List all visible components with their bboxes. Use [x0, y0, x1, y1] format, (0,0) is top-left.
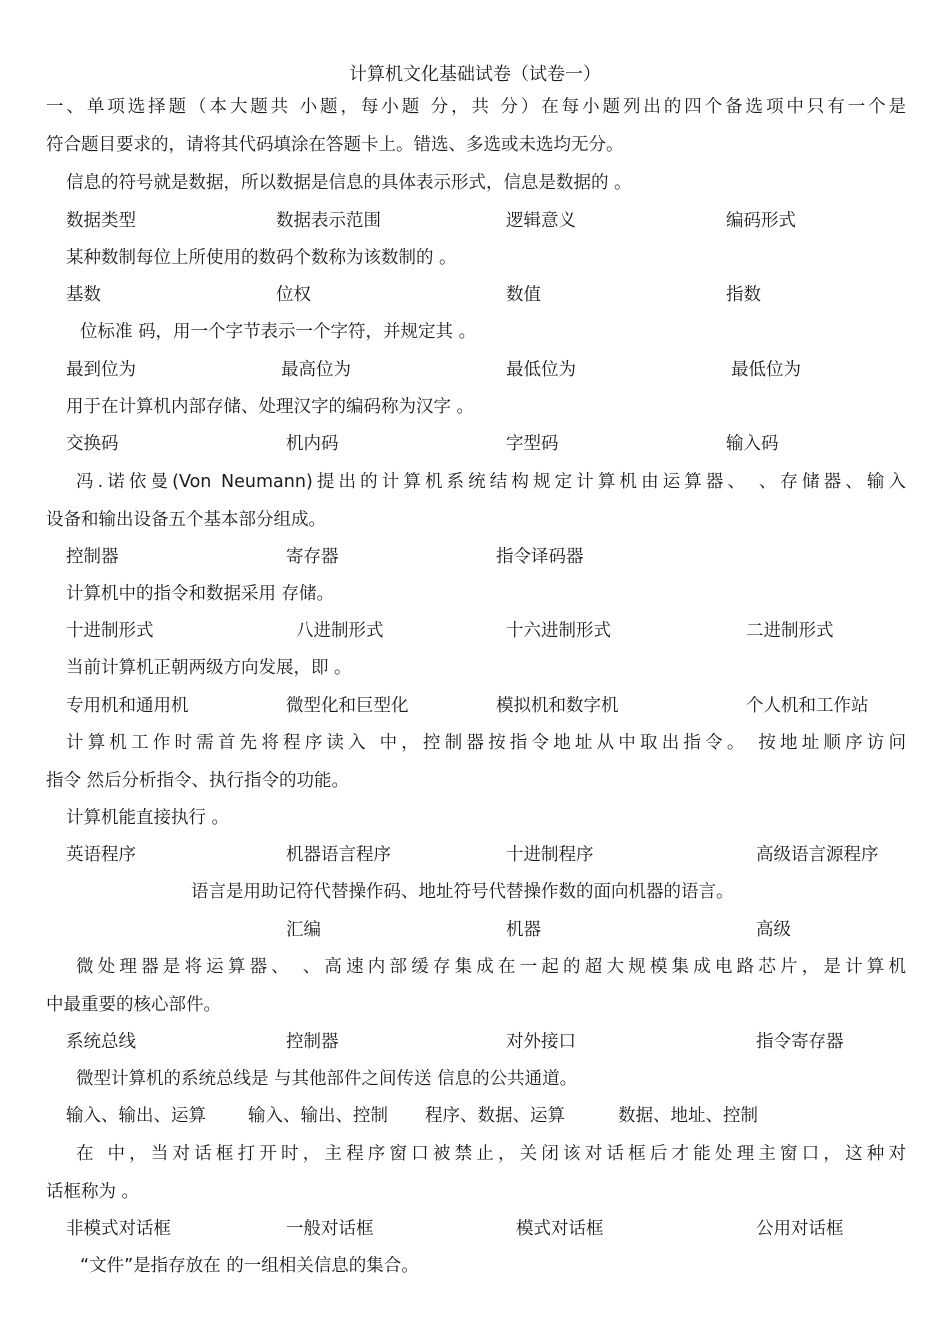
option-d: 输入码	[726, 434, 779, 454]
option-d: 高级	[756, 920, 791, 940]
question-13-stem-line1: 在 中，当对话框打开时，主程序窗口被禁止，关闭该对话框后才能处理主窗口，这种对	[76, 1144, 906, 1164]
section-instructions-line2: 符合题目要求的，请将其代码填涂在答题卡上。错选、多选或未选均无分。	[46, 135, 624, 155]
option-c: 最低位为	[506, 360, 576, 380]
option-a: 交换码	[66, 434, 119, 454]
question-11-stem-line1: 微处理器是将运算器、 、高速内部缓存集成在一起的超大规模集成电路芯片，是计算机	[76, 957, 906, 977]
question-6-stem: 计算机中的指令和数据采用 存储。	[66, 584, 335, 604]
option-d: 公用对话框	[756, 1219, 844, 1239]
question-3-stem: 位标准 码，用一个字节表示一个字符，并规定其 。	[80, 322, 477, 342]
option-c: 模式对话框	[516, 1219, 604, 1239]
question-5-stem-line2: 设备和输出设备五个基本部分组成。	[46, 510, 326, 530]
question-9-stem: 计算机能直接执行 。	[66, 808, 230, 828]
option-c: 数值	[506, 285, 541, 305]
option-a: 非模式对话框	[66, 1219, 171, 1239]
option-b: 八进制形式	[296, 621, 384, 641]
option-d: 个人机和工作站	[746, 696, 869, 716]
option-b: 一般对话框	[286, 1219, 374, 1239]
question-4-stem: 用于在计算机内部存储、处理汉字的编码称为汉字 。	[66, 397, 475, 417]
question-13-stem-line2: 话框称为 。	[46, 1182, 140, 1202]
option-b: 控制器	[286, 1032, 339, 1052]
option-d: 指数	[726, 285, 761, 305]
option-b: 汇编	[286, 920, 321, 940]
question-2-stem: 某种数制每位上所使用的数码个数称为该数制的 。	[66, 248, 457, 268]
question-5-stem-line1: 冯.诺依曼(Von Neumann)提出的计算机系统结构规定计算机由运算器、 、存储器、输入	[76, 472, 906, 492]
option-c: 字型码	[506, 434, 559, 454]
option-b: 机器语言程序	[286, 845, 391, 865]
option-b: 位权	[276, 285, 311, 305]
option-c: 程序、数据、运算	[425, 1106, 565, 1126]
option-c: 对外接口	[506, 1032, 576, 1052]
option-a: 基数	[66, 285, 101, 305]
question-12-stem: 微型计算机的系统总线是 与其他部件之间传送 信息的公共通道。	[76, 1069, 578, 1089]
question-14-stem: “文件”是指存放在 的一组相关信息的集合。	[80, 1256, 419, 1276]
option-c: 模拟机和数字机	[496, 696, 619, 716]
option-b: 最高位为	[281, 360, 351, 380]
question-10-stem: 语言是用助记符代替操作码、地址符号代替操作数的面向机器的语言。	[191, 882, 734, 902]
option-b: 输入、输出、控制	[248, 1106, 388, 1126]
option-a: 英语程序	[66, 845, 136, 865]
option-a: 十进制形式	[66, 621, 154, 641]
question-8-stem-line2: 指令 然后分析指令、执行指令的功能。	[46, 771, 350, 791]
question-8-stem-line1: 计算机工作时需首先将程序读入 中，控制器按指令地址从中取出指令。 按地址顺序访问	[66, 733, 906, 753]
option-d: 高级语言源程序	[756, 845, 879, 865]
option-b: 机内码	[286, 434, 339, 454]
option-a: 数据类型	[66, 211, 136, 231]
page-title: 计算机文化基础试卷（试卷一）	[349, 64, 601, 85]
section-instructions-line1: 一、单项选择题（本大题共 小题，每小题 分，共 分）在每小题列出的四个备选项中只有一个是	[46, 97, 906, 117]
option-a: 输入、输出、运算	[66, 1106, 206, 1126]
option-d: 最低位为	[731, 360, 801, 380]
option-a: 控制器	[66, 547, 119, 567]
option-c: 十进制程序	[506, 845, 594, 865]
question-11-stem-line2: 中最重要的核心部件。	[46, 995, 221, 1015]
option-d: 二进制形式	[746, 621, 834, 641]
option-a: 专用机和通用机	[66, 696, 189, 716]
option-d: 编码形式	[726, 211, 796, 231]
option-d: 数据、地址、控制	[618, 1106, 758, 1126]
question-1-stem: 信息的符号就是数据，所以数据是信息的具体表示形式，信息是数据的 。	[66, 173, 632, 193]
option-d: 指令寄存器	[756, 1032, 844, 1052]
question-7-stem: 当前计算机正朝两级方向发展，即 。	[66, 658, 352, 678]
option-b: 数据表示范围	[276, 211, 381, 231]
option-c: 逻辑意义	[506, 211, 576, 231]
option-a: 最到位为	[66, 360, 136, 380]
option-b: 微型化和巨型化	[286, 696, 409, 716]
option-c: 指令译码器	[496, 547, 584, 567]
option-a: 系统总线	[66, 1032, 136, 1052]
option-b: 寄存器	[286, 547, 339, 567]
option-c: 十六进制形式	[506, 621, 611, 641]
option-c: 机器	[506, 920, 541, 940]
